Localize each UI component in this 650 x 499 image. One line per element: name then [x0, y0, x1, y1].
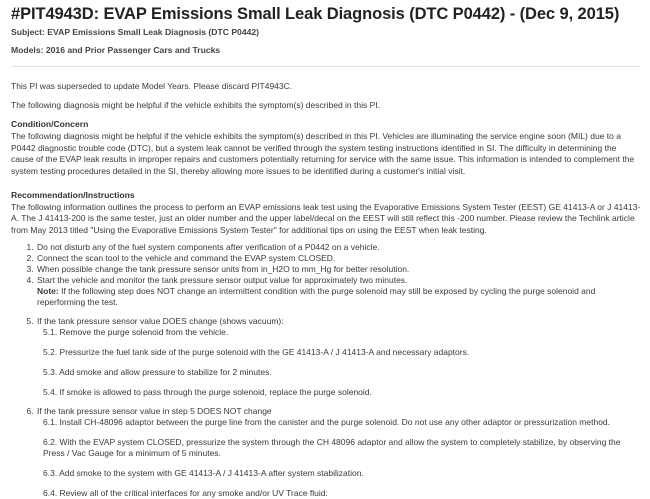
- recommendation-heading: Recommendation/Instructions: [11, 189, 135, 200]
- subject-line: Subject: EVAP Emissions Small Leak Diagnosis (DTC P0442): [11, 27, 260, 37]
- substep-item: 5.4. If smoke is allowed to pass through the purge solenoid, replace the purge solenoid.: [43, 387, 372, 398]
- step-text: Connect the scan tool to the vehicle and command the EVAP system CLOSED.: [37, 253, 336, 264]
- substep-item: 5.3. Add smoke and allow pressure to stabilize for 2 minutes.: [43, 367, 272, 378]
- substep-list: [37, 417, 641, 499]
- step-item: [36, 264, 641, 275]
- substep-item: 6.4. Review all of the critical interfaces for any smoke and/or UV Trace fluid:: [43, 488, 328, 499]
- condition-body: The following diagnosis might be helpful if the vehicle exhibits the symptom(s) described in this PI. Vehicles are illuminating the service engine soon (MIL) due to a P0442 diagnostic trouble code (DTC), but a system leak cannot be verified through the system testing instructions identified in SI. The difficulty in determining the cause of the EVAP leak results in improper repairs and customers potentially returning for service with the same issue. This information is intended to complement the system testing procedures detailed in the SI, thereby allowing more issues to be identified during a customer's initial visit.: [11, 131, 635, 176]
- page-title: #PIT4943D: EVAP Emissions Small Leak Diagnosis (DTC P0442) - (Dec 9, 2015): [11, 5, 620, 23]
- step-text: Do not disturb any of the fuel system components after verification of a P0442 on a vehicle.: [37, 242, 380, 253]
- step-text: If the tank pressure sensor value DOES change (shows vacuum):: [37, 316, 284, 327]
- substep-item: 6.3. Add smoke to the system with GE 41413-A / J 41413-A after system stabilization.: [43, 468, 364, 479]
- step-item: [36, 242, 641, 253]
- step-item: [36, 253, 641, 264]
- step-item: [36, 275, 641, 308]
- models-line: Models: 2016 and Prior Passenger Cars and Trucks: [11, 45, 221, 55]
- step-text: Start the vehicle and monitor the tank pressure sensor output value for approximately two minutes.: [37, 275, 408, 286]
- intro-text: The following diagnosis might be helpful if the vehicle exhibits the symptom(s) described in this PI.: [11, 99, 380, 110]
- substep-item: 5.2. Pressurize the fuel tank side of the purge solenoid with the GE 41413-A / J 41413-A and necessary adaptors.: [43, 347, 470, 358]
- step-text: When possible change the tank pressure sensor units from in_H2O to mm_Hg for better resolution.: [37, 264, 410, 275]
- step-item: [36, 406, 641, 499]
- instruction-steps: [11, 242, 641, 499]
- step-item: [36, 316, 641, 398]
- substep-item: 6.1. Install CH-48096 adaptor between the purge line from the canister and the purge solenoid. Do not use any other adaptor or pressurization method.: [43, 417, 611, 428]
- step-text: If the tank pressure sensor value in step 5 DOES NOT change: [37, 406, 272, 417]
- substep-list: [37, 327, 641, 398]
- note-label: Note:: [37, 286, 59, 297]
- substep-item: 6.2. With the EVAP system CLOSED, pressurize the system through the CH 48096 adaptor and allow the system to completely stabilize, by observing the Press / Vac Gauge for a minimum of 5 minutes.: [43, 437, 621, 459]
- supersede-notice: This PI was superseded to update Model Years. Please discard PIT4943C.: [11, 81, 293, 91]
- note-text: If the following step does NOT change an intermittent condition with the purge solenoid may still be exposed by cycling the purge solenoid and reperforming the test.: [37, 286, 596, 308]
- recommendation-body: The following information outlines the process to perform an EVAP emissions leak test using the Evaporative Emissions System Tester (EEST) GE 41413-A or J 41413-A. The J 41413-200 is the same tester, just an older number and the upper label/decal on the EEST will still reflect this -200 number. Please review the Techlink article from May 2013 titled "Using the Evaporative Emissions System Tester" for additional tips on using the EEST when leak testing.: [11, 201, 641, 235]
- substep-item: 5.1. Remove the purge solenoid from the vehicle.: [43, 327, 229, 338]
- condition-heading: Condition/Concern: [11, 119, 89, 130]
- divider: [11, 66, 641, 67]
